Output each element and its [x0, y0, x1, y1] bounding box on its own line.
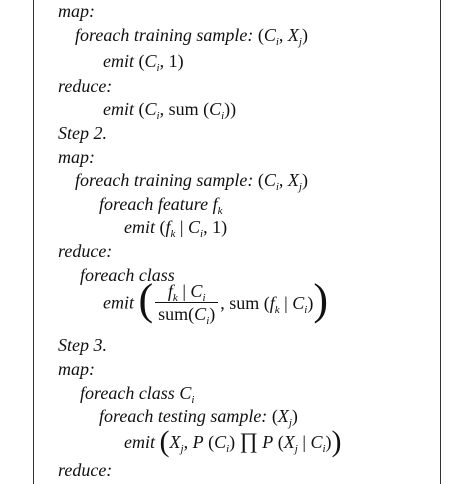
- map-label: map:: [58, 1, 95, 21]
- fraction: $\frac{f_k | C_i}{sum(C_i)}$: [155, 280, 218, 325]
- foreach-training-line: foreach training sample: ($C_i$, $X_j$): [75, 170, 308, 193]
- emit-sum-line: emit ($C_i$, sum $(C_i)$): [103, 99, 237, 122]
- foreach-class-line: foreach class: [80, 265, 175, 285]
- reduce-label: reduce:: [58, 76, 113, 96]
- foreach-testing-line: foreach testing sample: $(X_j)$: [99, 406, 298, 429]
- foreach-training-line: foreach training sample: ($C_i$, $X_j$): [75, 25, 308, 48]
- map-label: map:: [58, 147, 95, 167]
- reduce-label: reduce:: [58, 460, 113, 480]
- step-2-label: Step 2.: [58, 123, 107, 143]
- foreach-class-ci-line: foreach class $C_i$: [80, 383, 195, 406]
- emit-feature-line: emit ($f_k$ | $C_i$, 1): [124, 217, 228, 240]
- foreach-feature-line: foreach feature $f_k$: [99, 194, 223, 217]
- emit-fraction-line: emit ( $\frac{f_k | C_i}{sum(C_i)}$ , sum ($f_k$ | $C_i$)): [103, 274, 329, 327]
- step-3-label: Step 3.: [58, 335, 107, 355]
- emit-posterior-line: emit ($X_j$, P $(C_i)$ ∏ P ($X_j$ | $C_i$)): [124, 425, 342, 458]
- product-symbol: ∏: [239, 428, 258, 453]
- reduce-label: reduce:: [58, 241, 113, 261]
- map-label: map:: [58, 359, 95, 379]
- emit-count-line: emit ($C_i$, 1): [103, 51, 184, 74]
